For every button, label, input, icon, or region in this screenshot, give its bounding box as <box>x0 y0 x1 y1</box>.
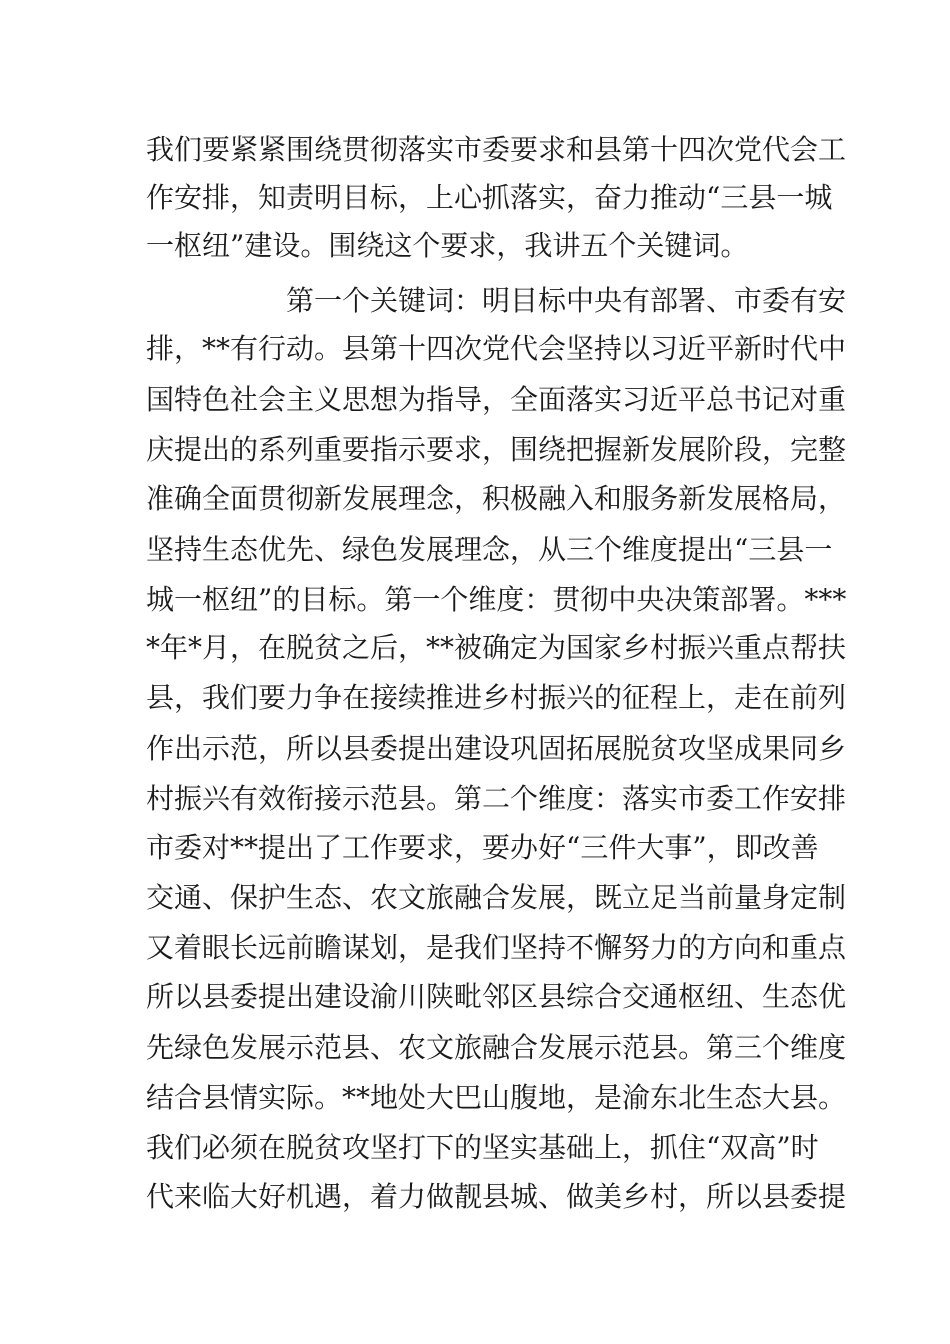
text-line-14: 村振兴有效衔接示范县。第二个维度：落实市委工作安排 <box>146 782 847 815</box>
text-line-19: 先绿色发展示范县、农文旅融合发展示范县。第三个维度 <box>146 1031 847 1064</box>
text-line-13: 作出示范，所以县委提出建设巩固拓展脱贫攻坚成果同乡 <box>146 732 847 765</box>
text-line-10: 城一枢纽”的目标。第一个维度：贯彻中央决策部署。*** <box>146 583 847 616</box>
text-line-18: 所以县委提出建设渝川陕毗邻区县综合交通枢纽、生态优 <box>146 980 847 1013</box>
text-line-1: 我们要紧紧围绕贯彻落实市委要求和县第十四次党代会工 <box>146 133 847 166</box>
text-line-3: 一枢纽”建设。围绕这个要求，我讲五个关键词。 <box>146 229 749 262</box>
text-line-4: 第一个关键词：明目标中央有部署、市委有安 <box>286 284 847 317</box>
text-line-6: 国特色社会主义思想为指导，全面落实习近平总书记对重 <box>146 383 847 416</box>
text-line-15: 市委对**提出了工作要求，要办好“三件大事”，即改善 <box>146 831 819 864</box>
text-line-22: 代来临大好机遇，着力做靓县城、做美乡村，所以县委提 <box>146 1180 847 1213</box>
text-line-16: 交通、保护生态、农文旅融合发展，既立足当前量身定制 <box>146 881 847 914</box>
text-line-12: 县，我们要力争在接续推进乡村振兴的征程上，走在前列 <box>146 681 847 714</box>
text-line-2: 作安排，知责明目标，上心抓落实，奋力推动“三县一城 <box>146 181 833 214</box>
text-line-7: 庆提出的系列重要指示要求，围绕把握新发展阶段，完整 <box>146 433 847 466</box>
text-line-20: 结合县情实际。**地处大巴山腹地，是渝东北生态大县。 <box>146 1081 847 1114</box>
text-line-8: 准确全面贯彻新发展理念，积极融入和服务新发展格局， <box>146 482 847 515</box>
text-line-5: 排，**有行动。县第十四次党代会坚持以习近平新时代中 <box>146 332 847 365</box>
text-line-9: 坚持生态优先、绿色发展理念，从三个维度提出“三县一 <box>146 533 833 566</box>
text-line-21: 我们必须在脱贫攻坚打下的坚实基础上，抓住“双高”时 <box>146 1131 819 1164</box>
text-line-17: 又着眼长远前瞻谋划，是我们坚持不懈努力的方向和重点 <box>146 931 847 964</box>
text-line-11: *年*月，在脱贫之后，**被确定为国家乡村振兴重点帮扶 <box>146 631 847 664</box>
